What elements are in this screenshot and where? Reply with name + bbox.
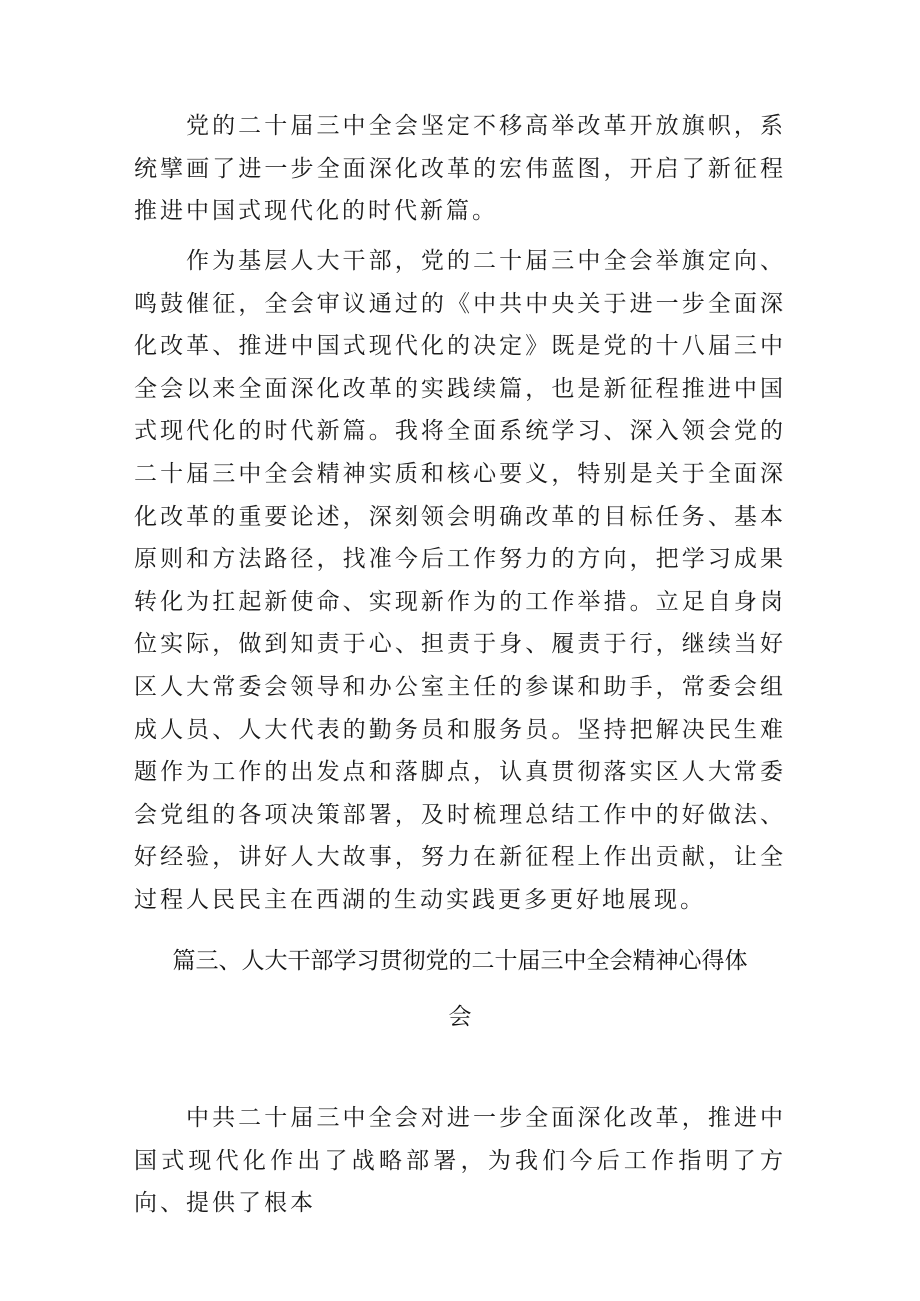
body-paragraph-2: 作为基层人大干部，党的二十届三中全会举旗定向、鸣鼓催征，全会审议通过的《中共中央关于进一步全面深化改革、推进中国式现代化的决定》既是党的十八届三中全会以来全面深化改革的实践续篇，也是新征程推进中国式现代化的时代新篇。我将全面系统学习、深入领会党的二十届三中全会精神实质和核心要义，特别是关于全面深化改革的重要论述，深刻领会明确改革的目标任务、基本原则和方法路径，找准今后工作努力的方向，把学习成果转化为扛起新使命、实现新作为的工作举措。立足自身岗位实际，做到知责于心、担责于身、履责于行，继续当好区人大常委会领导和办公室主任的参谋和助手，常委会组成人员、人大代表的勤务员和服务员。坚持把解决民生难题作为工作的出发点和落脚点，认真贯彻落实区人大常委会党组的各项决策部署，及时梳理总结工作中的好做法、好经验，讲好人大故事，努力在新征程上作出贡献，让全过程人民民主在西湖的生动实践更多更好地展现。 xyxy=(134,248,786,913)
body-paragraph-3: 中共二十届三中全会对进一步全面深化改革，推进中国式现代化作出了战略部署，为我们今后工作指明了方向、提供了根本 xyxy=(134,1105,786,1217)
section-heading xyxy=(134,940,786,1038)
section-heading-line-1: 篇三、人大干部学习贯彻党的二十届三中全会精神心得体 xyxy=(172,948,748,974)
body-paragraph-1: 党的二十届三中全会坚定不移高举改革开放旗帜，系统擘画了进一步全面深化改革的宏伟蓝图，开启了新征程推进中国式现代化的时代新篇。 xyxy=(134,113,786,225)
section-heading-line-2: 会 xyxy=(448,1004,472,1030)
